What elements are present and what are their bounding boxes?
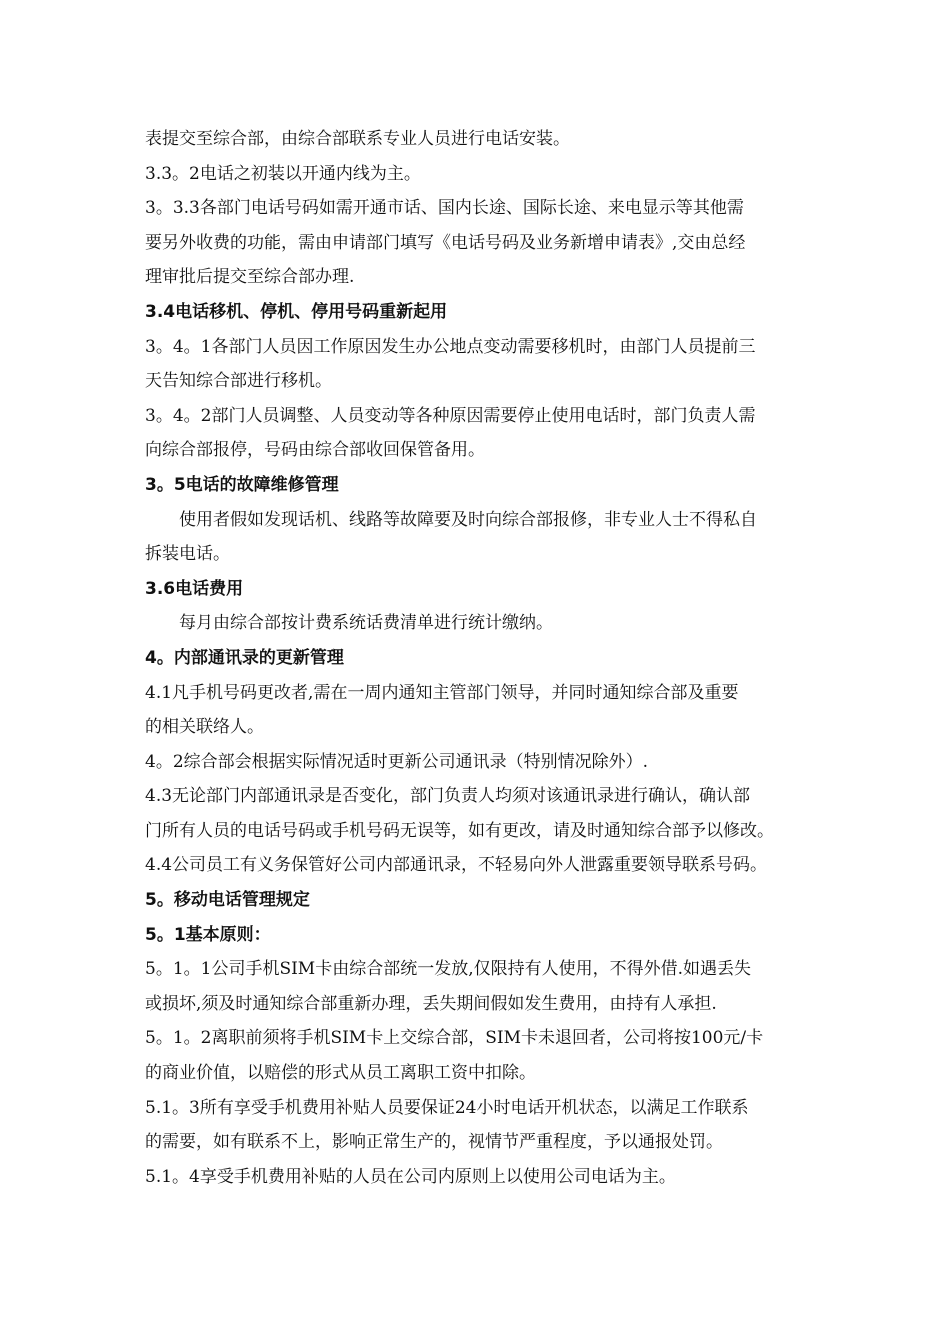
paragraph-line: 4。2综合部会根据实际情况适时更新公司通讯录（特别情况除外）. [145,751,649,772]
section-heading: 5。移动电话管理规定 [145,890,310,911]
paragraph-line: 的商业价值，以赔偿的形式从员工离职工资中扣除。 [145,1063,536,1084]
section-heading: 5。1基本原则： [145,924,271,945]
paragraph-line: 或损坏,须及时通知综合部重新办理，丢失期间假如发生费用，由持有人承担. [145,993,717,1014]
paragraph-line: 5。1。1公司手机SIM卡由综合部统一发放,仅限持有人使用，不得外借.如遇丢失 [145,959,752,980]
paragraph-line: 向综合部报停，号码由综合部收回保管备用。 [145,440,485,461]
paragraph-line: 的相关联络人。 [145,717,264,738]
section-heading: 3.4电话移机、停机、停用号码重新起用 [145,301,448,322]
paragraph-line: 拆装电话。 [145,544,230,565]
paragraph-line: 使用者假如发现话机、线路等故障要及时向综合部报修，非专业人士不得私自 [179,509,757,530]
paragraph-line: 4.3无论部门内部通讯录是否变化，部门负责人均须对该通讯录进行确认，确认部 [145,786,751,807]
paragraph-line: 天告知综合部进行移机。 [145,371,332,392]
paragraph-line: 4.1凡手机号码更改者,需在一周内通知主管部门领导，并同时通知综合部及重要 [145,682,739,703]
paragraph-line: 4.4公司员工有义务保管好公司内部通讯录，不轻易向外人泄露重要领导联系号码。 [145,855,768,876]
paragraph-line: 3。4。2部门人员调整、人员变动等各种原因需要停止使用电话时，部门负责人需 [145,405,756,426]
paragraph-line: 5.1。3所有享受手机费用补贴人员要保证24小时电话开机状态，以满足工作联系 [145,1097,749,1118]
paragraph-line: 每月由综合部按计费系统话费清单进行统计缴纳。 [179,613,553,634]
paragraph-line: 表提交至综合部，由综合部联系专业人员进行电话安装。 [145,129,570,149]
section-heading: 4。内部通讯录的更新管理 [145,647,344,668]
paragraph-line: 3。3.3各部门电话号码如需开通市话、国内长途、国际长途、来电显示等其他需 [145,198,744,219]
paragraph-line: 3。4。1各部门人员因工作原因发生办公地点变动需要移机时，由部门人员提前三 [145,336,756,357]
paragraph-line: 要另外收费的功能，需由申请部门填写《电话号码及业务新增申请表》,交由总经 [145,232,746,253]
document-body [145,122,845,1194]
paragraph-line: 5。1。2离职前须将手机SIM卡上交综合部，SIM卡未退回者，公司将按100元/卡 [145,1028,764,1049]
paragraph-line: 的需要，如有联系不上，影响正常生产的，视情节严重程度，予以通报处罚。 [145,1132,723,1153]
paragraph-line: 5.1。4享受手机费用补贴的人员在公司内原则上以使用公司电话为主。 [145,1166,676,1187]
section-heading: 3。5电话的故障维修管理 [145,474,339,495]
section-heading: 3.6电话费用 [145,578,244,599]
paragraph-line: 3.3。2电话之初装以开通内线为主。 [145,163,421,184]
paragraph-line: 门所有人员的电话号码或手机号码无误等，如有更改，请及时通知综合部予以修改。 [145,820,774,841]
paragraph-line: 理审批后提交至综合部办理. [145,267,355,288]
